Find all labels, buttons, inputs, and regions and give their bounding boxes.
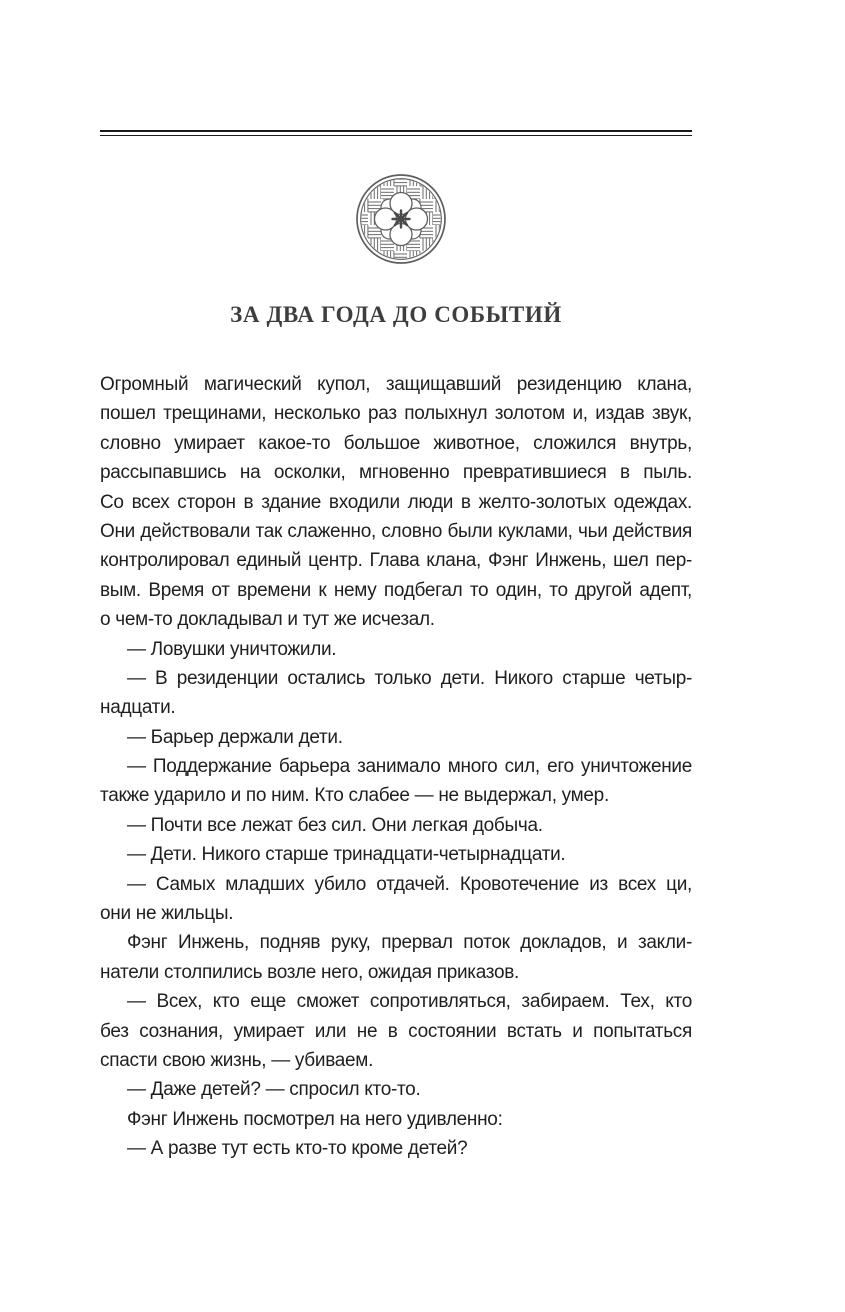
divider-rule-thin [100,135,692,136]
paragraph [100,840,692,869]
paragraph [100,1134,692,1163]
text-line: без сознания, умирает или не в состоянии встать и попытаться [100,1020,692,1042]
text-line: — Поддержание барьера занимало много сил, его уничтожение [127,756,692,778]
paragraph [100,370,692,635]
text-line: — А разве тут есть кто-то кроме детей? [127,1138,468,1160]
text-line: — Почти все лежат без сил. Они легкая добыча. [127,814,543,836]
text-line: контролировал единый центр. Глава клана, Фэнг Инжень, шел пер- [100,550,692,572]
text-line: Они действовали так слаженно, словно были куклами, чьи действия [100,520,692,542]
text-line: они не жильцы. [100,903,234,925]
paragraph [100,664,692,723]
paragraph [100,811,692,840]
text-line: о чем-то докладывал и тут же исчезал. [100,609,435,631]
text-line: пошел трещинами, несколько раз полыхнул золотом и, издав звук, [100,403,692,425]
text-line: спасти свою жизнь, — убиваем. [100,1049,374,1071]
text-line: натели столпились возле него, ожидая приказов. [100,961,519,983]
chapter-heading: ЗА ДВА ГОДА ДО СОБЫТИЙ [230,302,562,327]
chapter-divider-rule [100,130,692,136]
text-line: — В резиденции остались только дети. Никого старше четыр- [127,667,692,689]
text-line: — Всех, кто еще сможет сопротивляться, забираем. Тех, кто [127,991,692,1013]
paragraph [100,928,692,987]
paragraph [100,870,692,929]
text-line: рассыпавшись на осколки, мгновенно превратившиеся в пыль. [100,462,692,484]
text-line: Фэнг Инжень, подняв руку, прервал поток докладов, и закли- [127,932,692,954]
rosette-ornament-icon [355,173,447,265]
text-line: Со всех сторон в здание входили люди в желто-золотых одеждах. [100,491,692,513]
divider-rule-thick [100,130,692,132]
text-line: Фэнг Инжень посмотрел на него удивленно: [127,1108,503,1130]
text-line: — Даже детей? — спросил кто-то. [127,1079,421,1101]
text-line: — Дети. Никого старше тринадцати-четырнадцати. [127,844,566,866]
text-line: — Барьер держали дети. [127,726,343,748]
text-line: также ударило и по ним. Кто слабее — не выдержал, умер. [100,785,609,807]
paragraph [100,635,692,664]
text-line: Огромный магический купол, защищавший резиденцию клана, [100,374,692,395]
text-line: надцати. [100,697,176,719]
paragraph [100,1105,692,1134]
paragraph [100,752,692,811]
body-text [100,370,692,1164]
text-line: вым. Время от времени к нему подбегал то один, то другой адепт, [100,579,692,601]
text-line: словно умирает какое-то большое животное, сложился внутрь, [100,432,692,454]
text-line: — Ловушки уничтожили. [127,638,337,660]
paragraph [100,987,692,1075]
text-line: — Самых младших убило отдачей. Кровотечение из всех ци, [127,873,692,895]
paragraph [100,1075,692,1104]
paragraph [100,723,692,752]
